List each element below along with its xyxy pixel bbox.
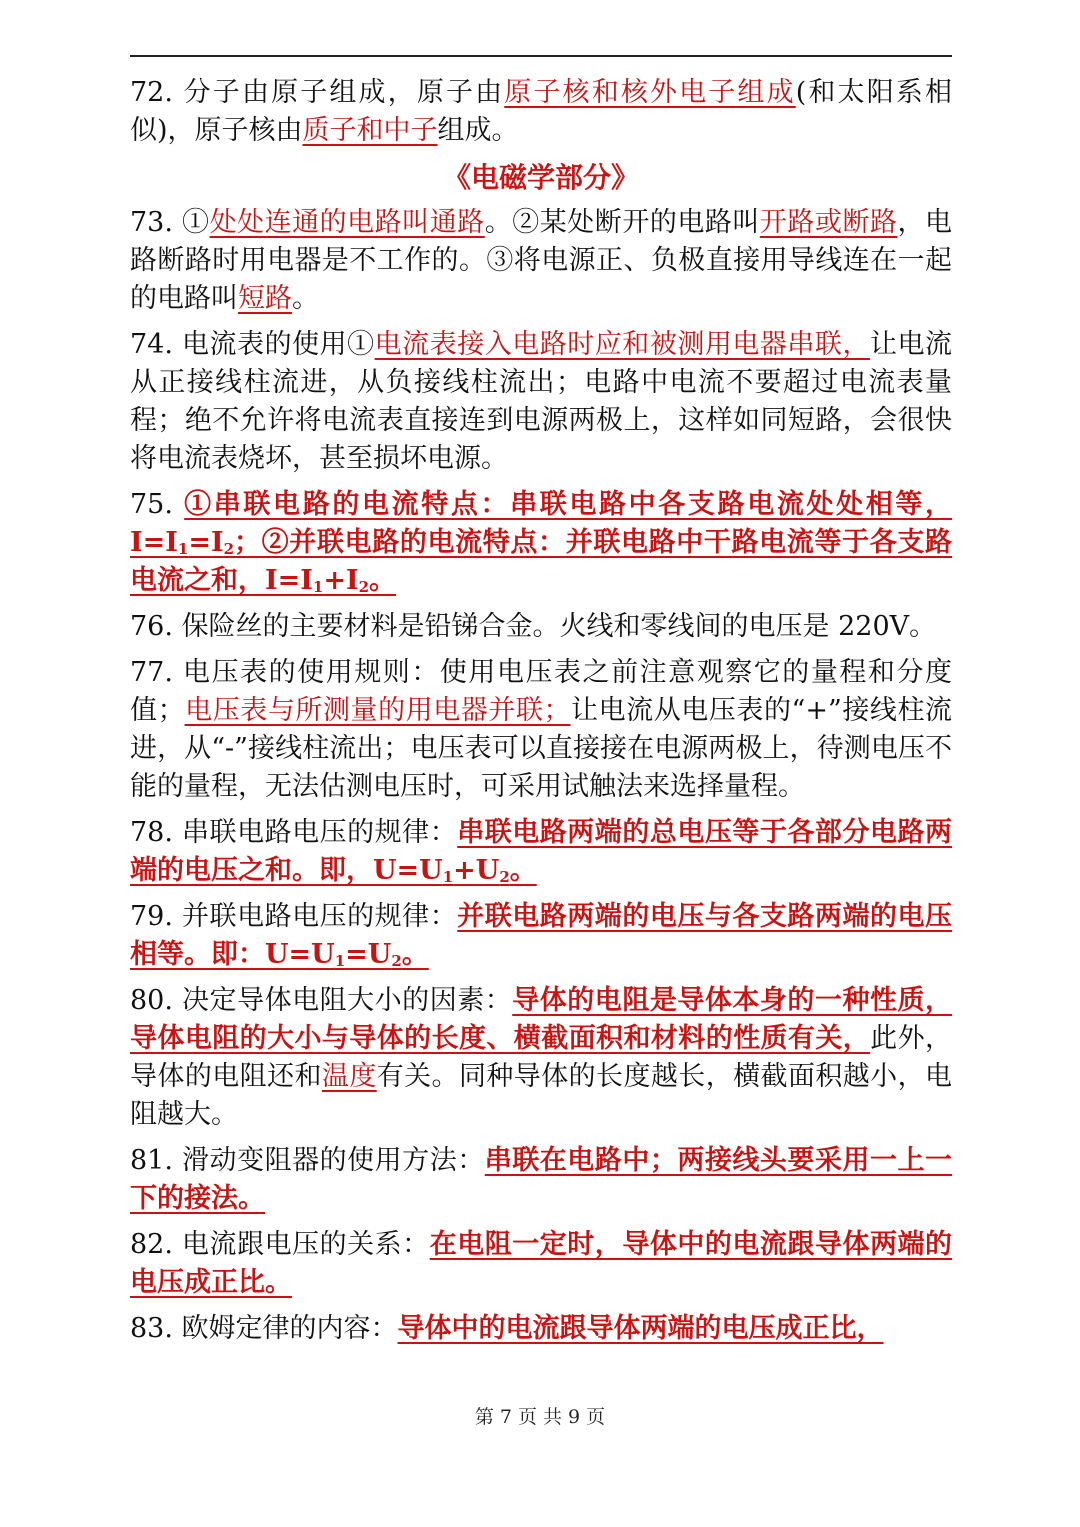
highlighted-text: 开路或断路 [759,207,898,238]
body-text: 73. ① [130,207,210,238]
body-text: 76. 保险丝的主要材料是铅锑合金。火线和零线间的电压是 220V。 [130,611,937,642]
highlighted-text: 在电阻一定时，导体中的电流跟导体两端的电压成正比。 [130,1229,953,1298]
header-rule [130,55,952,57]
highlighted-text: 原子核和核外电子组成 [504,77,796,108]
highlighted-text: 电压表与所测量的用电器并联； [184,695,571,726]
highlighted-text: 质子和中子 [302,115,438,146]
item-78 [130,814,952,890]
body-text: 让电流从正接线柱流进，从负接线柱流出；电路中电流不要超过电流表量程；绝不允许将电流表直接连到电源两极上，这样如同短路，会很快将电流表烧坏，甚至损坏电源。 [130,329,953,474]
subscript: 2 [358,578,370,596]
highlighted-text [178,527,188,558]
body-text: 74. 电流表的使用① [130,329,375,360]
item-80 [130,982,952,1134]
body-text: ，电路断路时用电器是不工作的。③将电源正、负极直接用导线连在一起的电路叫 [130,207,953,314]
highlighted-text [391,939,401,970]
highlighted-text: =I [188,527,224,558]
item-77 [130,654,952,806]
highlighted-text: 串联电路两端的总电压等于各部分电路两端的电压之和。即，U=U [130,817,953,886]
page-footer: 第 7 页 共 9 页 [474,1406,606,1428]
section-title: 《电磁学部分》 [442,161,639,194]
highlighted-text [313,565,323,596]
item-75 [130,486,952,600]
subscript: 1 [334,952,346,970]
subscript: 2 [391,952,402,970]
item-81 [130,1142,952,1218]
item-79 [130,898,952,974]
item-76 [130,608,952,646]
item-72 [130,74,952,150]
highlighted-text: ；②并联电路的电流特点：并联电路中干路电流等于各支路电流之和，I=I [130,527,952,596]
highlighted-text: +U [453,855,500,886]
body-text: 75. [130,489,185,520]
highlighted-text [359,565,369,596]
highlighted-text: +I [323,565,359,596]
body-text: 此外，导体的电阻还和 [130,1023,952,1092]
document-body [130,70,952,1356]
body-text: 79. 并联电路电压的规律： [130,901,458,932]
subscript: 1 [442,868,454,886]
body-text: 组成。 [437,115,519,146]
item-73 [130,204,952,318]
highlighted-text: 短路 [238,283,292,314]
body-text: 81. 滑动变阻器的使用方法： [130,1145,485,1176]
body-text: 有关。同种导体的长度越长，横截面积越小，电阻越大。 [130,1061,953,1130]
highlighted-text: 。 [401,939,429,970]
subscript: 1 [177,540,189,558]
body-text: 72. 分子由原子组成，原子由 [130,77,505,108]
highlighted-text: 导体中的电流跟导体两端的电压成正比， [397,1313,884,1344]
item-74 [130,326,952,478]
highlighted-text: 。 [369,565,397,596]
item-83 [130,1310,952,1348]
body-text: 。②某处断开的电路叫 [484,207,760,238]
item-82 [130,1226,952,1302]
highlighted-text: 并联电路两端的电压与各支路两端的电压相等。即：U=U [130,901,953,970]
highlighted-text: 。 [509,855,537,886]
highlighted-text [335,939,345,970]
highlighted-text: =U [345,939,392,970]
body-text: (和太阳系相似)，原子核由 [130,77,952,146]
highlighted-text: 串联在电路中；两接线头要采用一上一下的接法。 [130,1145,953,1214]
highlighted-text [224,527,234,558]
subscript: 2 [223,540,235,558]
highlighted-text [443,855,453,886]
highlighted-text: 导体的电阻是导体本身的一种性质，导体电阻的大小与导体的长度、横截面积和材料的性质有关， [130,985,953,1054]
highlighted-text: 电流表接入电路时应和被测用电器串联， [374,329,870,360]
body-text: 让电流从电压表的“+”接线柱流进，从“-”接线柱流出；电压表可以直接接在电源两极上，待测电压不能的量程，无法估测电压时，可采用试触法来选择量程。 [130,695,953,802]
highlighted-text [499,855,509,886]
body-text: 78. 串联电路电压的规律： [130,817,458,848]
highlighted-text: 温度 [321,1061,377,1092]
highlighted-text: ①串联电路的电流特点：串联电路中各支路电流处处相等，I=I [130,489,952,558]
body-text: 82. 电流跟电压的关系： [130,1229,430,1260]
highlighted-text: 处处连通的电路叫通路 [209,207,485,238]
body-text: 。 [292,283,319,314]
body-text: 77. 电压表的使用规则：使用电压表之前注意观察它的量程和分度值； [130,657,952,726]
body-text: 80. 决定导体电阻大小的因素： [130,985,513,1016]
body-text: 83. 欧姆定律的内容： [130,1313,398,1344]
subscript: 2 [499,868,510,886]
subscript: 1 [312,578,324,596]
